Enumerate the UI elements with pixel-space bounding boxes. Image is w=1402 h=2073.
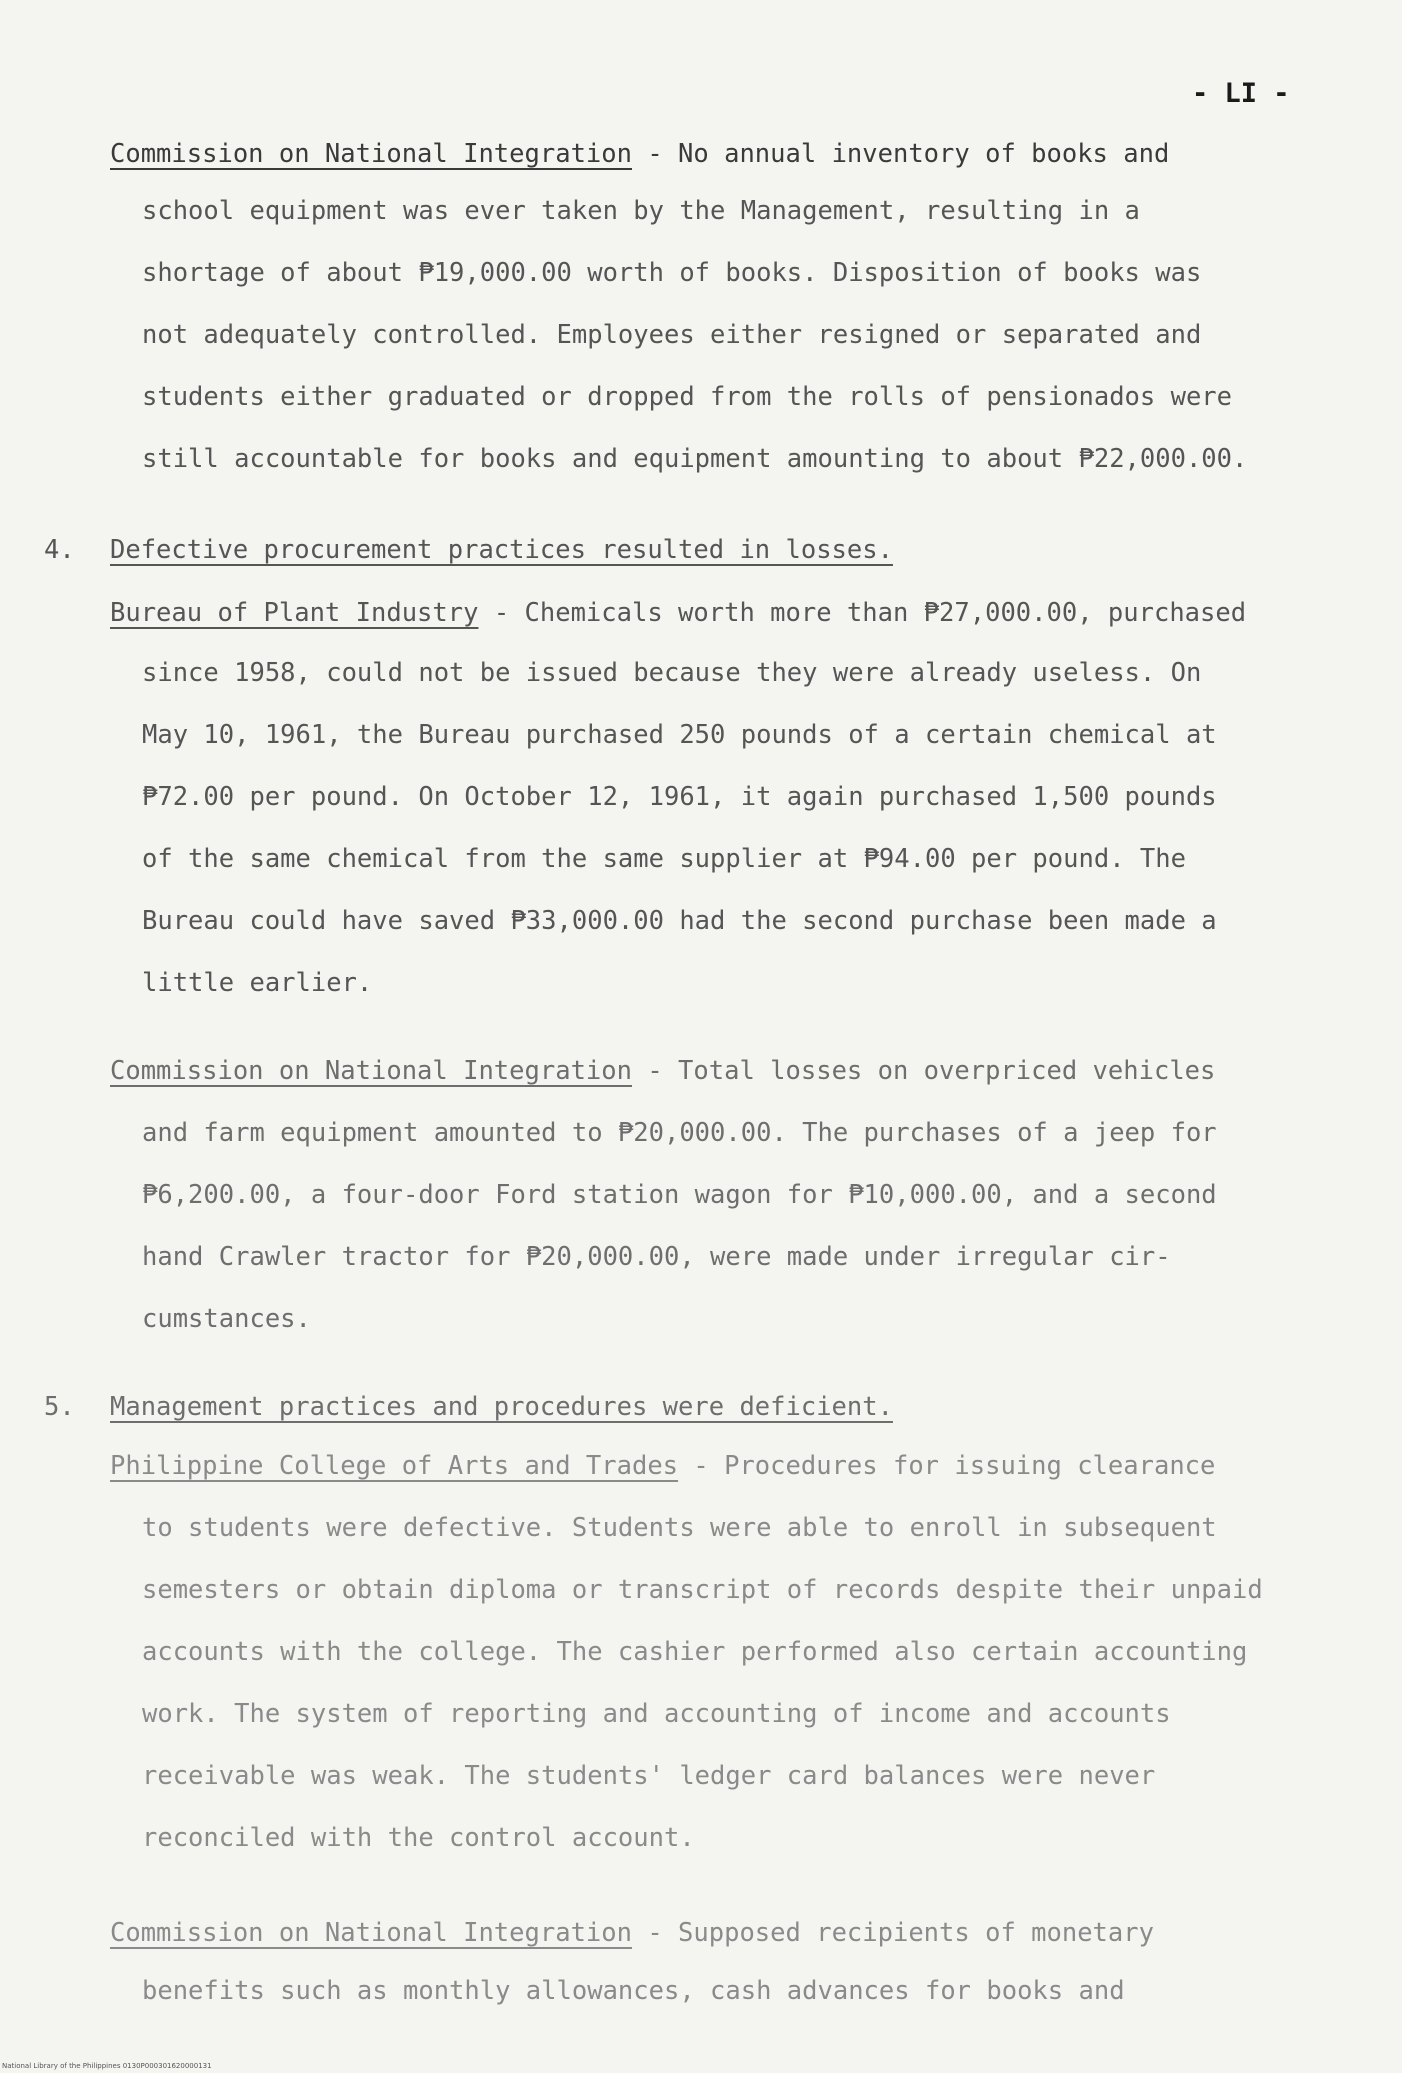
entry-cni-books-body [142,180,1352,490]
section-heading-5 [44,1387,1294,1427]
body-line: ₱72.00 per pound. On October 12, 1961, it again purchased 1,500 pounds [142,782,1217,812]
entry-cni-monetary-body [142,1960,1352,2022]
entry-cni-monetary-head [110,1913,1340,1953]
archive-footer: National Library of the Philippines 0130P000301620000131 [2,2062,212,2070]
body-line: reconciled with the control account. [142,1823,695,1853]
entry-lead: - Total losses on overpriced vehicles [631,1056,1216,1086]
section-title: Defective procurement practices resulted in losses. [110,535,893,565]
body-line: shortage of about ₱19,000.00 worth of books. Disposition of books was [142,258,1202,288]
body-line: to students were defective. Students were able to enroll in subsequent [142,1513,1217,1543]
entry-pcat-head [110,1446,1340,1486]
body-line: little earlier. [142,968,373,998]
body-line: May 10, 1961, the Bureau purchased 250 pounds of a certain chemical at [142,720,1217,750]
body-line: still accountable for books and equipment amounting to about ₱22,000.00. [142,444,1248,474]
entry-lead: - Chemicals worth more than ₱27,000.00, purchased [478,598,1247,628]
body-line: school equipment was ever taken by the Management, resulting in a [142,196,1140,226]
body-line: receivable was weak. The students' ledger card balances were never [142,1761,1156,1791]
entry-bpi-head [110,593,1340,633]
agency-name: Philippine College of Arts and Trades [110,1451,679,1481]
body-line: semesters or obtain diploma or transcript of records despite their unpaid [142,1575,1263,1605]
body-line: since 1958, could not be issued because they were already useless. On [142,658,1202,688]
section-number: 5. [44,1392,75,1422]
entry-cni-vehicles-body [142,1102,1352,1350]
body-line: students either graduated or dropped from the rolls of pensionados were [142,382,1233,412]
body-line: and farm equipment amounted to ₱20,000.00. The purchases of a jeep for [142,1118,1217,1148]
agency-name: Commission on National Integration [110,1056,632,1086]
body-line: Bureau could have saved ₱33,000.00 had the second purchase been made a [142,906,1217,936]
body-line: benefits such as monthly allowances, cash advances for books and [142,1976,1125,2006]
entry-lead: - Procedures for issuing clearance [678,1451,1216,1481]
body-line: of the same chemical from the same supplier at ₱94.00 per pound. The [142,844,1186,874]
entry-cni-vehicles-head [110,1051,1340,1091]
body-line: hand Crawler tractor for ₱20,000.00, were made under irregular cir- [142,1242,1171,1272]
entry-bpi-body [142,642,1352,1014]
page-number: - LI - [1192,78,1290,109]
body-line: cumstances. [142,1304,311,1334]
body-line: not adequately controlled. Employees either resigned or separated and [142,320,1202,350]
agency-name: Bureau of Plant Industry [110,598,479,628]
entry-pcat-body [142,1497,1352,1869]
entry-lead: - Supposed recipients of monetary [631,1918,1154,1948]
body-line: accounts with the college. The cashier performed also certain accounting [142,1637,1248,1667]
entry-lead: - No annual inventory of books and [631,139,1170,169]
section-heading-4 [44,530,1294,570]
agency-name: Commission on National Integration [110,1918,632,1948]
agency-name: Commission on National Integration [110,139,632,169]
body-line: work. The system of reporting and accounting of income and accounts [142,1699,1171,1729]
section-title: Management practices and procedures were deficient. [110,1392,893,1422]
section-number: 4. [44,535,75,565]
entry-cni-books-head [110,134,1340,174]
body-line: ₱6,200.00, a four-door Ford station wagon for ₱10,000.00, and a second [142,1180,1217,1210]
